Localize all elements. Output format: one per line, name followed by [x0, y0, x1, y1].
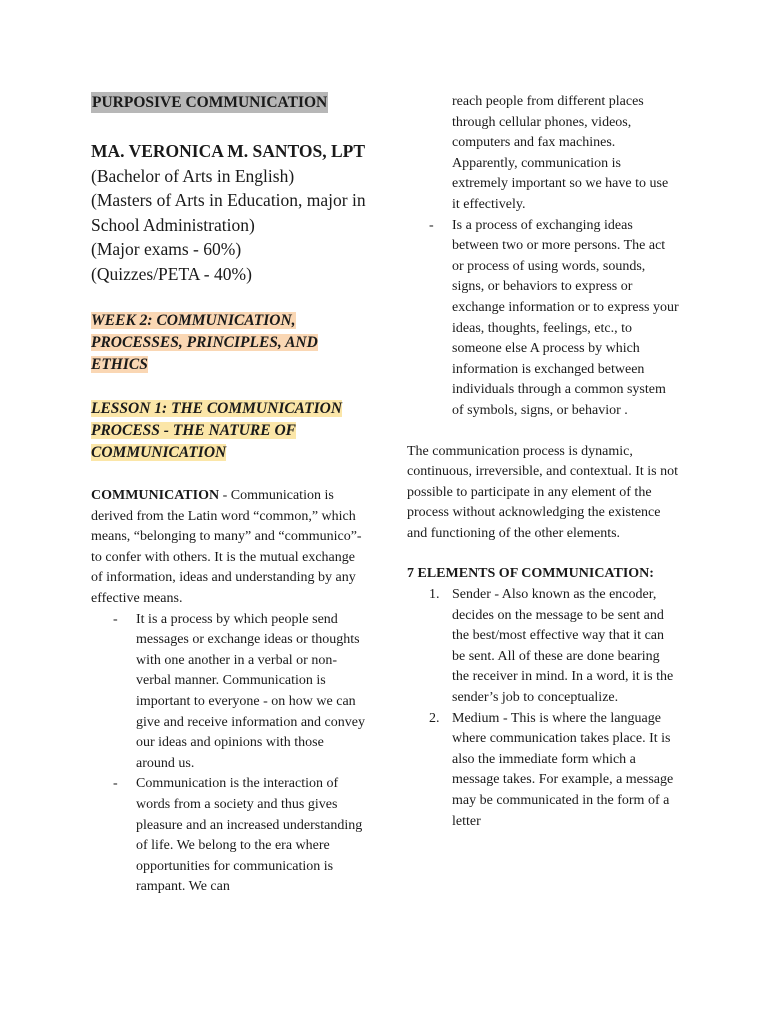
author-block — [91, 139, 366, 286]
week-heading-text: WEEK 2: COMMUNICATION, PROCESSES, PRINCIPLES, AND ETHICS — [91, 312, 318, 373]
list-number: 2. — [429, 710, 440, 726]
list-item — [91, 610, 366, 775]
list-item — [407, 585, 679, 709]
list-item-text: Is a process of exchanging ideas between two or more persons. The act or process of using words, sounds, signs, or behaviors to express or exchange information or to express your ideas, thoughts, feelings, etc., to someone else A process by which information is exchanged between individuals through a common system of symbols, signs, or behavior . — [452, 217, 679, 418]
list-item — [91, 774, 366, 898]
list-number: 1. — [429, 587, 440, 603]
right-column — [407, 92, 679, 832]
list-item — [407, 216, 679, 422]
elements-list — [407, 585, 679, 832]
list-item — [407, 709, 679, 833]
communication-term: COMMUNICATION — [91, 488, 220, 503]
dash-bullet: - — [113, 611, 118, 627]
lesson-heading — [91, 398, 366, 464]
left-column — [91, 92, 366, 898]
dash-bullet: - — [429, 217, 434, 233]
list-item-text: Communication is the interaction of words from a society and thus gives pleasure and an increased understanding of life. We belong to the era where opportunities for communication is rampant. We can — [136, 776, 363, 895]
communication-bullet-list — [91, 610, 366, 898]
elements-heading: 7 ELEMENTS OF COMMUNICATION: — [407, 566, 654, 582]
bullet-continuation: reach people from different places through cellular phones, videos, computers and fax machines. Apparently, communication is extremely important so we have to use it effectively. — [452, 94, 669, 212]
author-degree: (Bachelor of Arts in English) — [91, 165, 295, 186]
grading-major-exams: (Major exams - 60%) — [91, 239, 242, 259]
right-bullet-list — [407, 216, 679, 422]
list-item-text: It is a process by which people send messages or exchange ideas or thoughts with one another in a verbal or non-verbal manner. Communication is important to everyone - on how we can give and receive information and convey our ideas and opinions with those around us. — [136, 611, 365, 771]
process-paragraph: The communication process is dynamic, continuous, irreversible, and contextual. It is not possible to participate in any element of the process without acknowledging the existence and functioning of the other elements. — [407, 443, 678, 541]
list-item-text: Medium - This is where the language where communication takes place. It is also the immediate form which a message takes. For example, a message may be communicated in the form of a letter — [452, 710, 674, 829]
dash-bullet: - — [113, 776, 118, 792]
document-title: PURPOSIVE COMMUNICATION — [92, 94, 328, 111]
communication-definition — [91, 486, 366, 610]
lesson-heading-text: LESSON 1: THE COMMUNICATION PROCESS - THE NATURE OF COMMUNICATION — [91, 400, 343, 461]
author-name: MA. VERONICA M. SANTOS, LPT — [91, 141, 366, 161]
communication-definition-text: - Communication is derived from the Latin word “common,” which means, “belonging to many” and “communico”-to confer with others. It is the mutual exchange of information, ideas and understanding by any effective means. — [91, 488, 362, 606]
week-heading — [91, 310, 366, 376]
grading-quizzes: (Quizzes/PETA - 40%) — [91, 263, 252, 284]
list-item-text: Sender - Also known as the encoder, decides on the message to be sent and the best/most effective way that it can be sent. All of these are done bearing the receiver in mind. In a word, it is the sender’s job to conceptualize. — [452, 587, 674, 706]
author-masters: (Masters of Arts in Education, major in School Administration) — [91, 190, 366, 235]
